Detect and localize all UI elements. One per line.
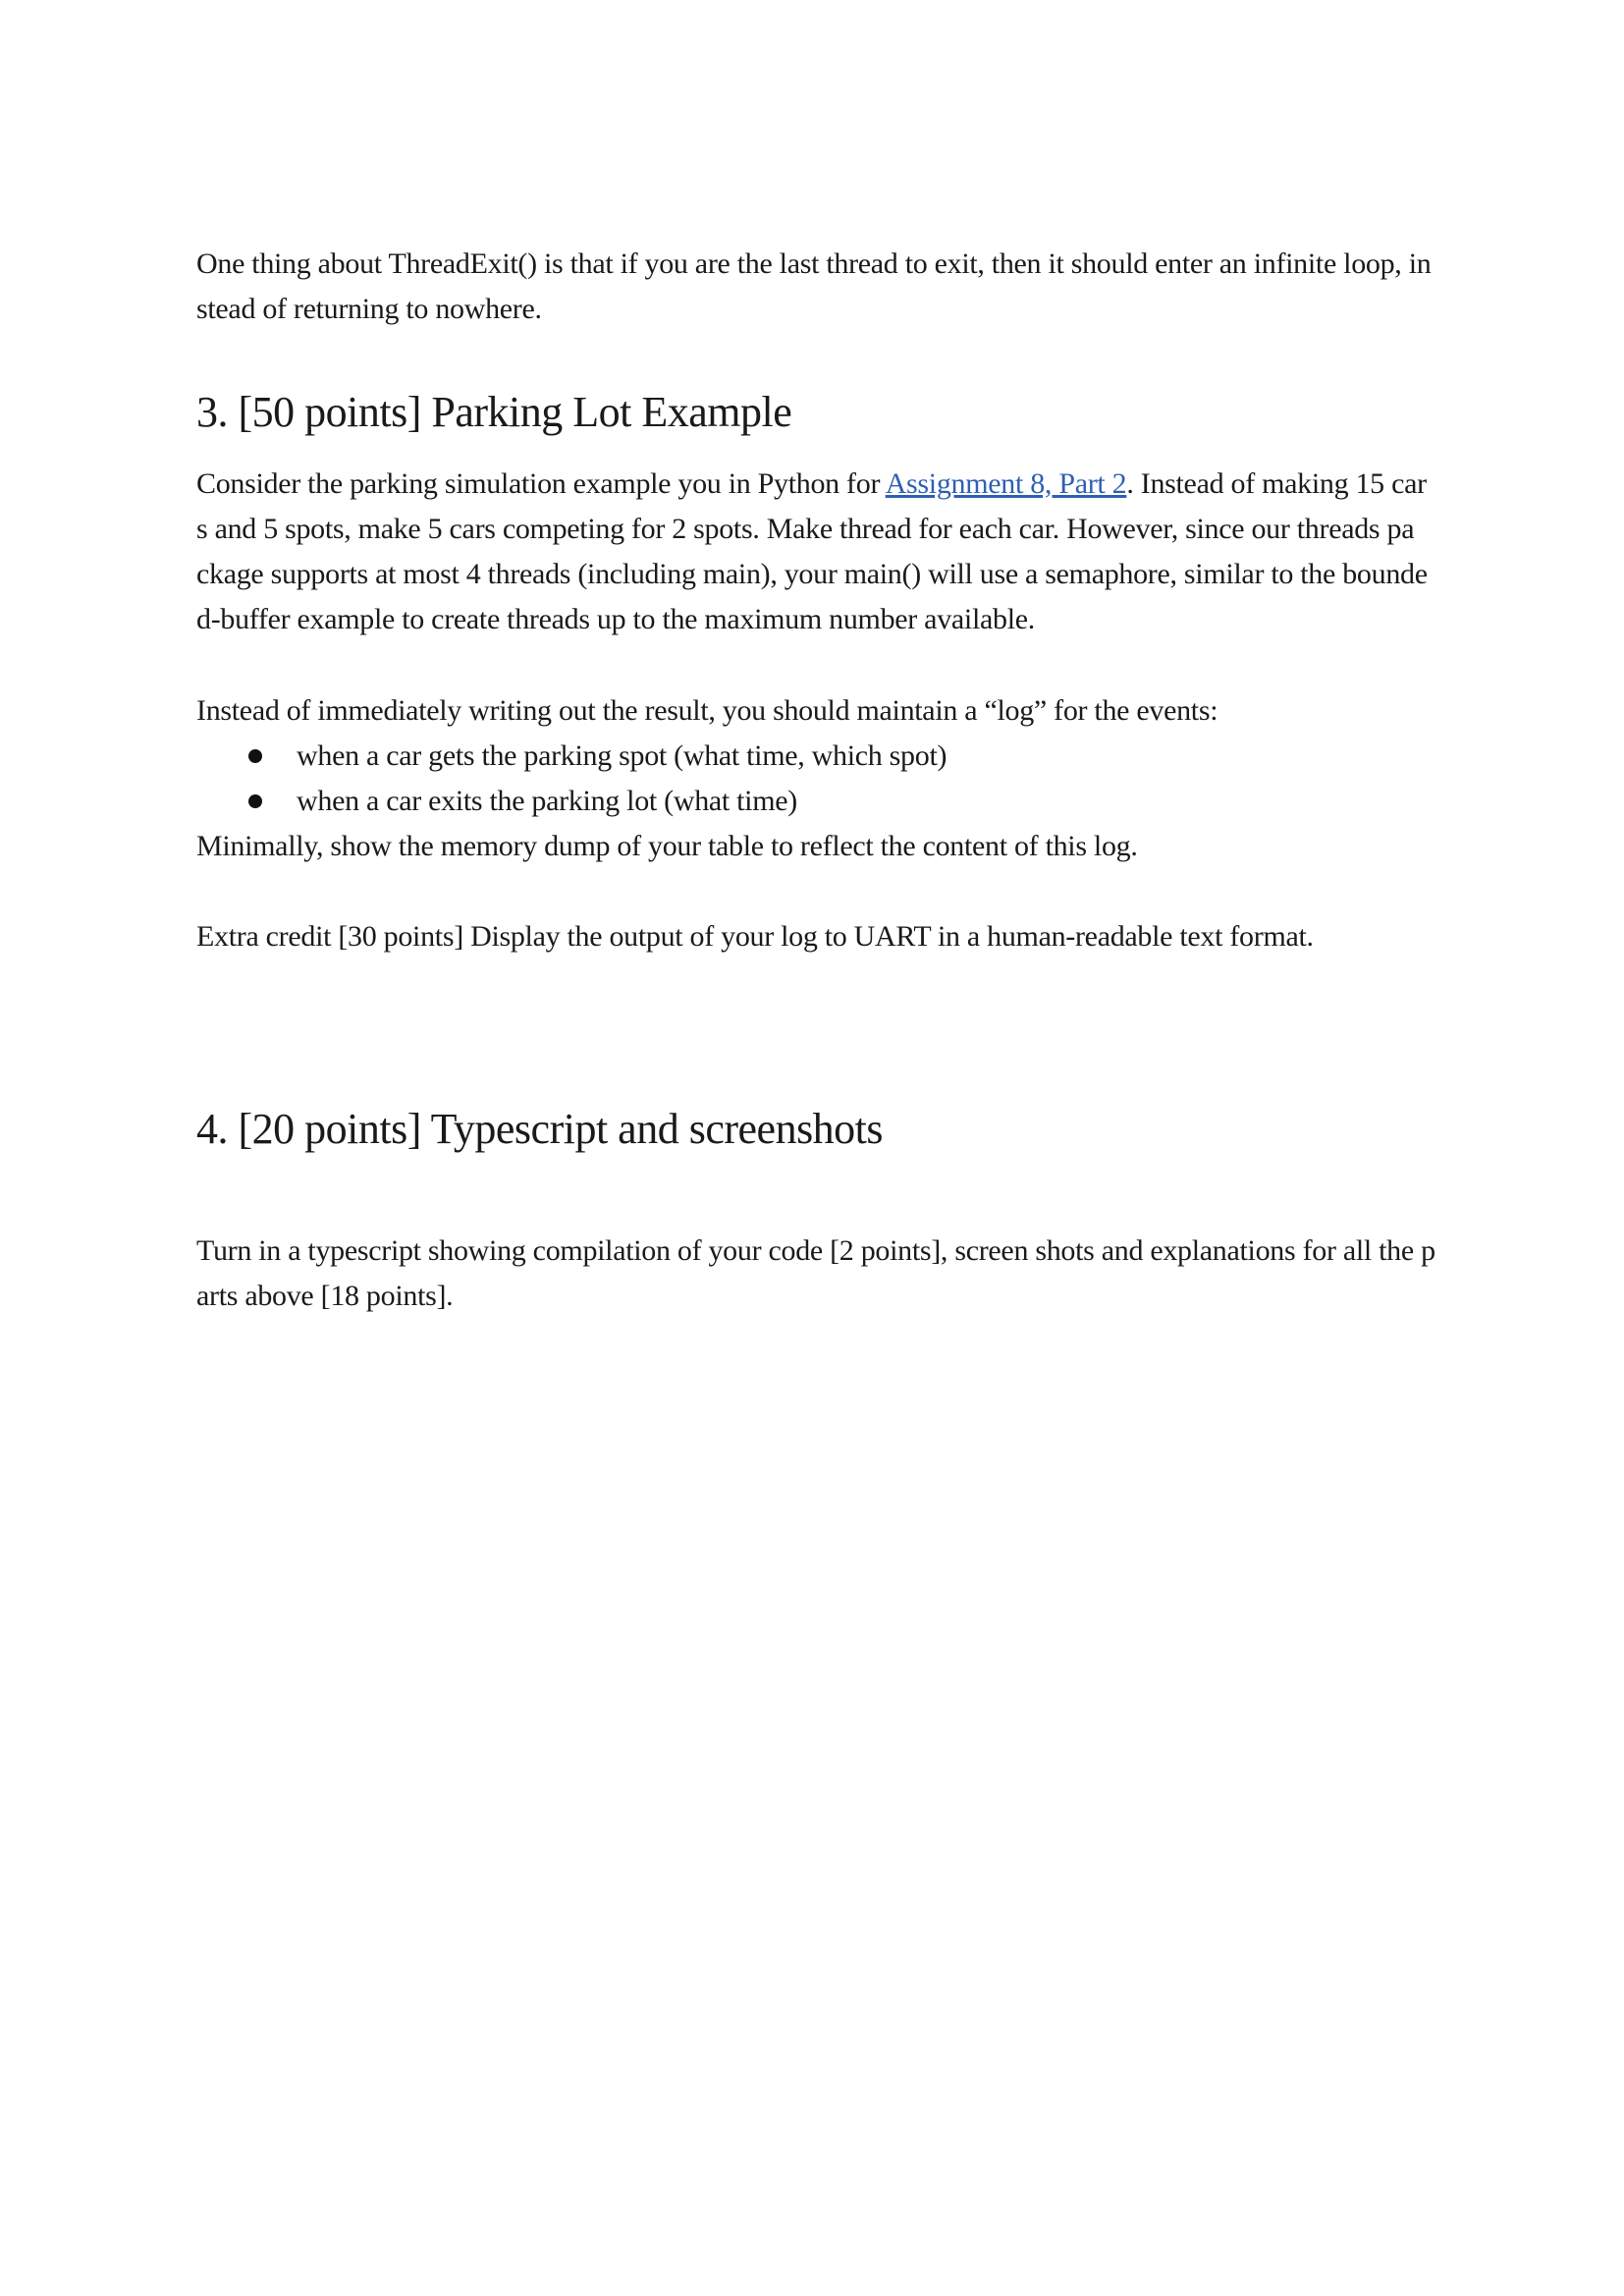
section-3-paragraph-line-3: ckage supports at most 4 threads (including main), your main() will use a semaphore, similar to the bounde: [196, 558, 1428, 590]
section-4-line-2: arts above [18 points].: [196, 1280, 454, 1312]
section-3-paragraph-line-2: s and 5 spots, make 5 cars competing for 2 spots. Make thread for each car. However, since our threads pa: [196, 513, 1415, 545]
paragraph-text: . Instead of making 15 car: [1126, 467, 1427, 500]
bullet-item-1: when a car gets the parking spot (what time, which spot): [297, 739, 947, 772]
bullet-icon: [248, 794, 262, 808]
log-intro-line: Instead of immediately writing out the result, you should maintain a “log” for the events:: [196, 694, 1218, 727]
section-3-paragraph-line-1: [196, 462, 1427, 507]
memory-dump-line: Minimally, show the memory dump of your table to reflect the content of this log.: [196, 830, 1138, 862]
bullet-icon: [248, 749, 262, 763]
section-4-heading: 4. [20 points] Typescript and screenshots: [196, 1105, 884, 1153]
bullet-item-2: when a car exits the parking lot (what time): [297, 785, 797, 817]
section-3-heading: 3. [50 points] Parking Lot Example: [196, 388, 792, 436]
section-3-paragraph-line-4: d-buffer example to create threads up to the maximum number available.: [196, 603, 1035, 635]
extra-credit-line: Extra credit [30 points] Display the output of your log to UART in a human-readable text format.: [196, 920, 1314, 953]
intro-line-2: stead of returning to nowhere.: [196, 293, 542, 325]
intro-line-1: One thing about ThreadExit() is that if you are the last thread to exit, then it should enter an infinite loop, in: [196, 247, 1432, 280]
paragraph-text: Consider the parking simulation example you in Python for: [196, 467, 886, 500]
section-4-line-1: Turn in a typescript showing compilation of your code [2 points], screen shots and explanations for all the p: [196, 1234, 1435, 1267]
assignment-8-part-2-link[interactable]: Assignment 8, Part 2: [885, 467, 1127, 500]
